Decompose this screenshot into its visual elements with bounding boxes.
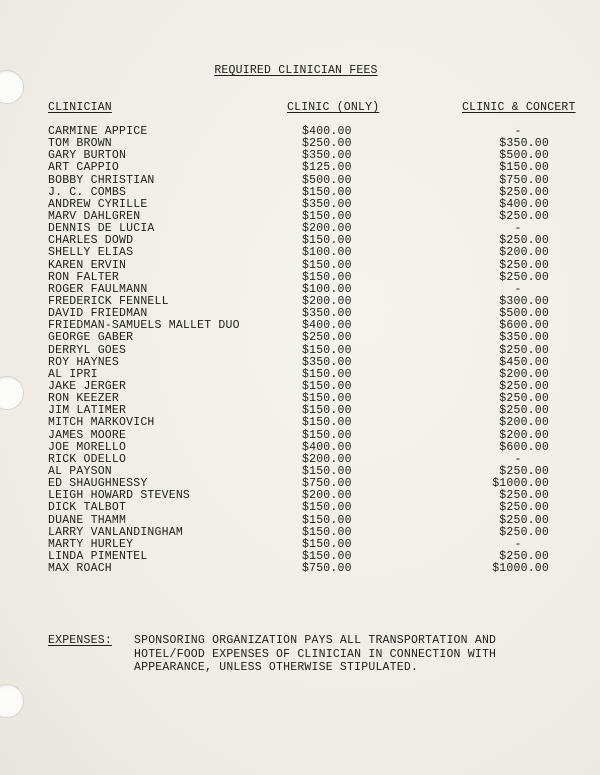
clinician-name: LEIGH HOWARD STEVENS [48,489,191,503]
clinician-name: DERRYL GOES [48,343,127,357]
clinic-concert-fee: $750.00 [499,173,549,187]
table-row [0,345,600,357]
clinic-concert-fee: $1000.00 [492,562,549,576]
table-row [0,417,600,429]
table-row [0,162,600,174]
clinician-name: RICK ODELLO [48,452,127,466]
clinic-concert-fee: - [514,452,522,466]
clinic-only-fee: $250.00 [302,137,352,151]
clinician-name: KAREN ERVIN [48,258,127,272]
table-row [0,527,600,539]
table-row [0,563,600,575]
clinic-concert-fee: $250.00 [499,392,549,406]
clinic-only-fee: $150.00 [302,501,352,515]
clinic-only-fee: $200.00 [302,294,352,308]
table-row [0,502,600,514]
clinician-name: LARRY VANLANDINGHAM [48,525,183,539]
clinician-name: RON FALTER [48,270,120,284]
clinician-name: RON KEEZER [48,392,120,406]
clinic-only-fee: $150.00 [302,234,352,248]
clinician-name: LINDA PIMENTEL [48,549,148,563]
clinic-only-fee: $150.00 [302,392,352,406]
expenses-label: EXPENSES: [48,634,112,647]
clinic-concert-fee: $250.00 [499,464,549,478]
clinic-only-fee: $350.00 [302,149,352,163]
column-header-clinic-concert: CLINIC & CONCERT [462,101,576,114]
clinician-name: GARY BURTON [48,149,127,163]
expenses-note [134,634,554,675]
clinic-concert-fee: $150.00 [499,161,549,175]
clinic-concert-fee: - [514,125,522,138]
clinician-name: MARV DAHLGREN [48,209,141,223]
clinician-name: ROY HAYNES [48,355,120,369]
expenses-line: HOTEL/FOOD EXPENSES OF CLINICIAN IN CONNECTION WITH [134,647,497,661]
clinic-concert-fee: $250.00 [499,209,549,223]
clinic-concert-fee: $1000.00 [492,477,549,491]
clinician-name: BOBBY CHRISTIAN [48,173,155,187]
clinic-concert-fee: $600.00 [499,319,549,333]
clinician-name: FRIEDMAN-SAMUELS MALLET DUO [48,319,240,333]
clinic-only-fee: $100.00 [302,282,352,296]
clinic-only-fee: $125.00 [302,161,352,175]
fees-table [0,126,600,575]
clinician-name: ED SHAUGHNESSY [48,477,148,491]
clinician-name: CHARLES DOWD [48,234,134,248]
clinician-name: DICK TALBOT [48,501,127,515]
clinic-concert-fee: - [514,282,522,296]
clinic-concert-fee: $350.00 [499,137,549,151]
clinic-only-fee: $350.00 [302,307,352,321]
clinician-name: AL IPRI [48,367,98,381]
clinician-name: DENNIS DE LUCIA [48,222,155,236]
clinic-concert-fee: $400.00 [499,197,549,211]
clinician-name: CARMINE APPICE [48,125,148,138]
clinic-concert-fee: $250.00 [499,234,549,248]
clinic-concert-fee: - [514,537,522,551]
clinic-only-fee: $150.00 [302,367,352,381]
clinician-name: JAMES MOORE [48,428,127,442]
clinician-name: J. C. COMBS [48,185,127,199]
table-row [0,332,600,344]
table-row [0,430,600,442]
clinic-only-fee: $150.00 [302,464,352,478]
clinician-name: DAVID FRIEDMAN [48,307,148,321]
table-row [0,175,600,187]
clinician-name: FREDERICK FENNELL [48,294,169,308]
clinic-only-fee: $400.00 [302,319,352,333]
clinic-only-fee: $350.00 [302,197,352,211]
clinic-only-fee: $150.00 [302,513,352,527]
clinic-concert-fee: $250.00 [499,379,549,393]
clinic-only-fee: $500.00 [302,173,352,187]
clinic-concert-fee: $250.00 [499,270,549,284]
clinic-concert-fee: $200.00 [499,416,549,430]
table-row [0,442,600,454]
clinic-only-fee: $350.00 [302,355,352,369]
clinic-concert-fee: $250.00 [499,343,549,357]
clinic-only-fee: $150.00 [302,537,352,551]
clinic-only-fee: $150.00 [302,549,352,563]
clinic-only-fee: $200.00 [302,489,352,503]
clinic-only-fee: $250.00 [302,331,352,345]
clinic-concert-fee: $300.00 [499,294,549,308]
clinic-concert-fee: - [514,222,522,236]
clinician-name: JOE MORELLO [48,440,127,454]
clinic-only-fee: $150.00 [302,343,352,357]
clinic-concert-fee: $200.00 [499,246,549,260]
clinic-only-fee: $150.00 [302,209,352,223]
clinician-name: JAKE JERGER [48,379,127,393]
clinic-only-fee: $750.00 [302,562,352,576]
clinic-only-fee: $150.00 [302,270,352,284]
table-row [0,272,600,284]
column-header-clinic-only: CLINIC (ONLY) [287,101,380,114]
clinician-name: MITCH MARKOVICH [48,416,155,430]
clinic-concert-fee: $250.00 [499,501,549,515]
clinic-only-fee: $150.00 [302,379,352,393]
clinician-name: MAX ROACH [48,562,112,576]
clinic-only-fee: $150.00 [302,428,352,442]
clinic-concert-fee: $450.00 [499,355,549,369]
clinic-concert-fee: $250.00 [499,489,549,503]
clinician-name: AL PAYSON [48,464,112,478]
expenses-line: APPEARANCE, UNLESS OTHERWISE STIPULATED. [134,661,419,674]
document-title-text: REQUIRED CLINICIAN FEES [214,64,378,77]
clinic-concert-fee: $250.00 [499,513,549,527]
clinic-concert-fee: $500.00 [499,307,549,321]
clinic-only-fee: $150.00 [302,404,352,418]
clinic-only-fee: $400.00 [302,125,352,138]
clinic-only-fee: $750.00 [302,477,352,491]
clinic-concert-fee: $600.00 [499,440,549,454]
table-row [0,260,600,272]
clinician-name: ANDREW CYRILLE [48,197,148,211]
clinician-name: ART CAPPIO [48,161,120,175]
document-title [0,64,600,77]
clinic-concert-fee: $250.00 [499,549,549,563]
clinician-name: TOM BROWN [48,137,112,151]
clinician-name: MARTY HURLEY [48,537,134,551]
clinic-concert-fee: $250.00 [499,185,549,199]
clinic-only-fee: $100.00 [302,246,352,260]
clinic-concert-fee: $500.00 [499,149,549,163]
clinic-only-fee: $150.00 [302,416,352,430]
clinic-only-fee: $150.00 [302,185,352,199]
clinic-concert-fee: $250.00 [499,404,549,418]
clinic-concert-fee: $200.00 [499,428,549,442]
clinic-concert-fee: $250.00 [499,525,549,539]
clinic-concert-fee: $200.00 [499,367,549,381]
clinic-only-fee: $200.00 [302,222,352,236]
table-row [0,247,600,259]
clinic-only-fee: $200.00 [302,452,352,466]
clinic-concert-fee: $350.00 [499,331,549,345]
clinic-only-fee: $150.00 [302,525,352,539]
clinician-name: ROGER FAULMANN [48,282,148,296]
table-row [0,357,600,369]
clinician-name: DUANE THAMM [48,513,127,527]
table-row [0,515,600,527]
expenses-line: SPONSORING ORGANIZATION PAYS ALL TRANSPORTATION AND [134,634,497,647]
clinician-name: GEORGE GABER [48,331,134,345]
clinic-only-fee: $150.00 [302,258,352,272]
clinic-only-fee: $400.00 [302,440,352,454]
clinic-concert-fee: $250.00 [499,258,549,272]
clinician-name: SHELLY ELIAS [48,246,134,260]
column-header-clinician: CLINICIAN [48,101,112,114]
clinician-name: JIM LATIMER [48,404,127,418]
